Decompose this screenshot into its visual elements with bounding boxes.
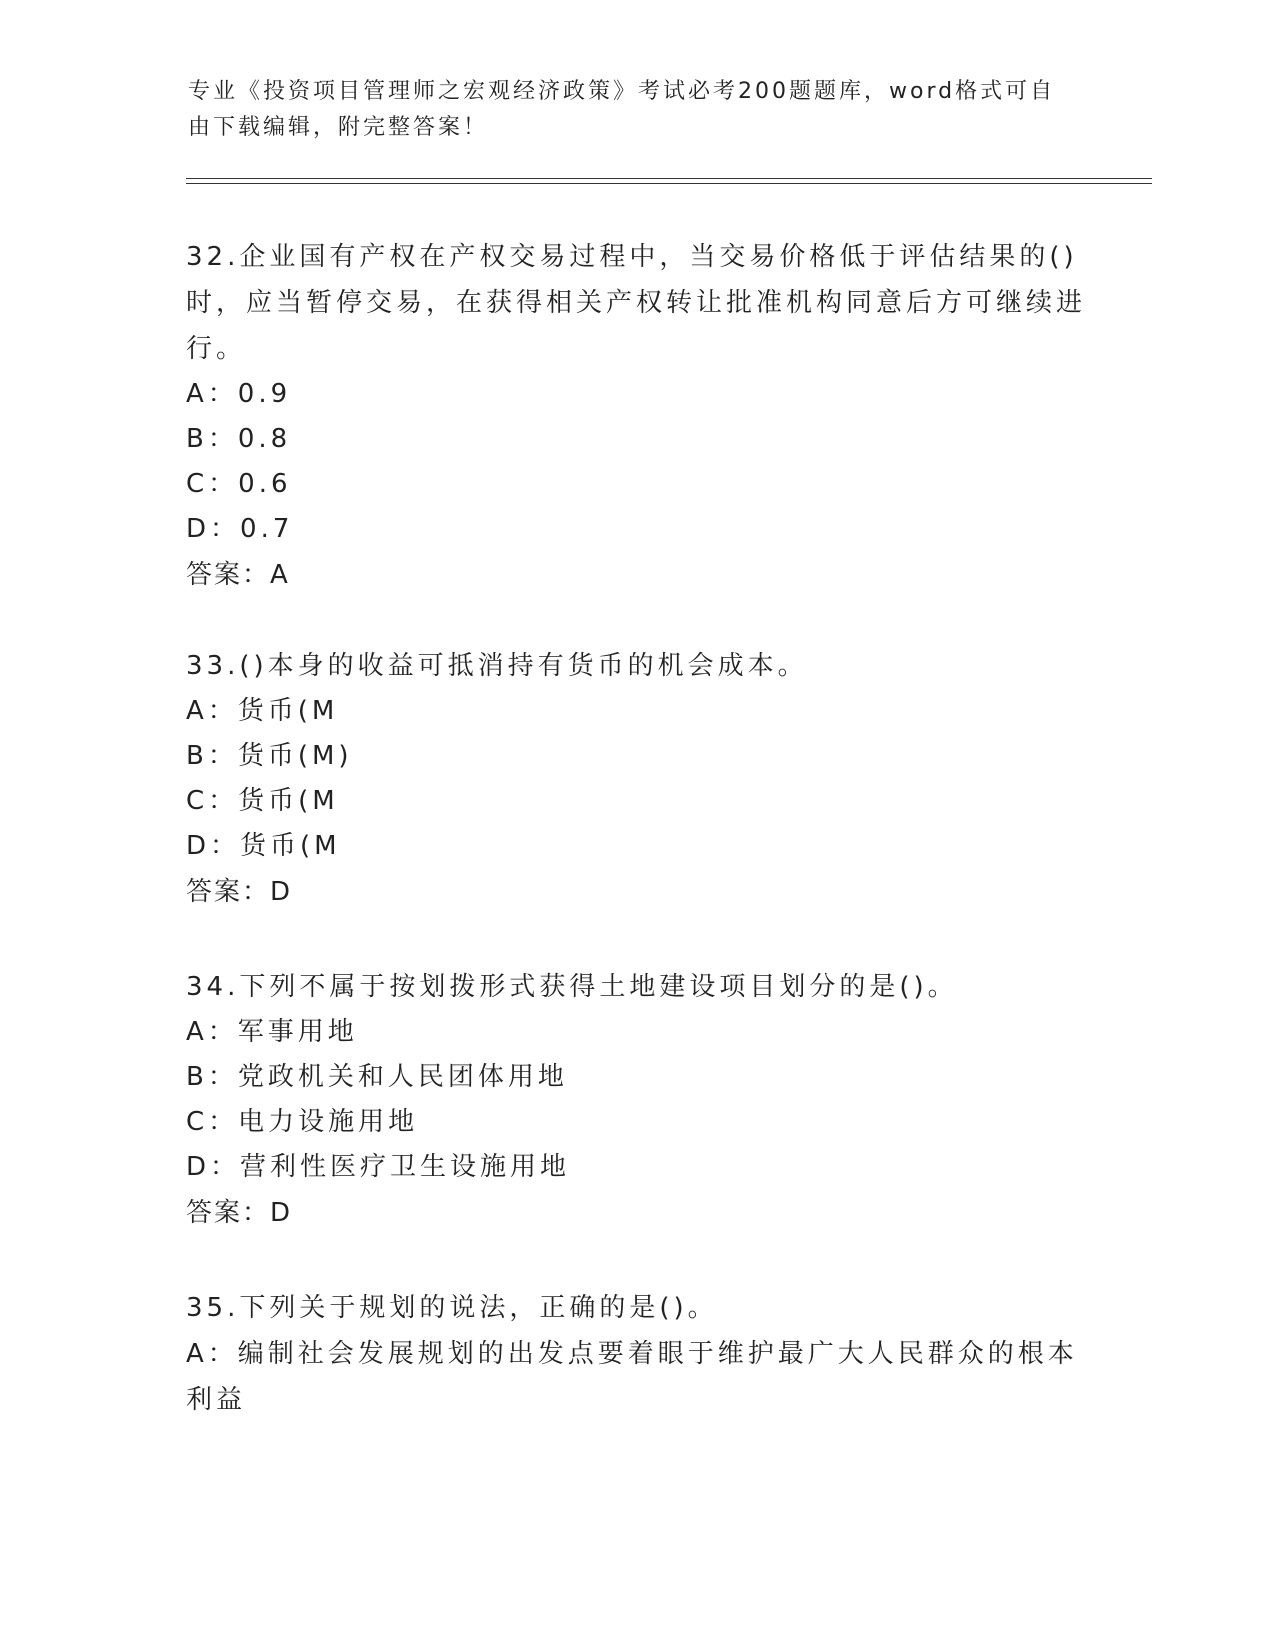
option-a: A：军事用地 bbox=[186, 1017, 358, 1047]
answer-line: 答案：A bbox=[186, 560, 290, 590]
option-d: D：货币(M bbox=[186, 831, 341, 861]
question-stem: 32.企业国有产权在产权交易过程中，当交易价格低于评估结果的()时，应当暂停交易，在获得相关产权转让批准机构同意后方可继续进行。 bbox=[186, 242, 1087, 364]
option-c: C：货币(M bbox=[186, 786, 339, 816]
question-34 bbox=[186, 964, 1086, 1236]
option-b: B：党政机关和人民团体用地 bbox=[186, 1062, 568, 1092]
option-a: A：0.9 bbox=[186, 379, 292, 409]
option-a: A：货币(M bbox=[186, 696, 339, 726]
header-divider-bottom bbox=[186, 183, 1152, 184]
question-stem: 34.下列不属于按划拨形式获得土地建设项目划分的是()。 bbox=[186, 972, 958, 1002]
option-d: D：0.7 bbox=[186, 514, 294, 544]
option-b: B：货币(M) bbox=[186, 741, 353, 771]
question-35 bbox=[186, 1285, 1086, 1423]
option-c: C：电力设施用地 bbox=[186, 1107, 419, 1137]
question-33 bbox=[186, 643, 1086, 915]
question-stem: 33.()本身的收益可抵消持有货币的机会成本。 bbox=[186, 651, 808, 681]
header-divider-top bbox=[186, 178, 1152, 179]
option-d: D：营利性医疗卫生设施用地 bbox=[186, 1152, 571, 1182]
document-intro: 专业《投资项目管理师之宏观经济政策》考试必考200题题库，word格式可自由下载编辑，附完整答案！ bbox=[188, 79, 1056, 140]
answer-line: 答案：D bbox=[186, 877, 293, 907]
option-b: B：0.8 bbox=[186, 424, 292, 454]
question-32 bbox=[186, 234, 1086, 598]
option-c: C：0.6 bbox=[186, 469, 292, 499]
option-a: A：编制社会发展规划的出发点要着眼于维护最广大人民群众的根本利益 bbox=[186, 1339, 1078, 1415]
answer-line: 答案：D bbox=[186, 1198, 293, 1228]
question-stem: 35.下列关于规划的说法，正确的是()。 bbox=[186, 1293, 718, 1323]
